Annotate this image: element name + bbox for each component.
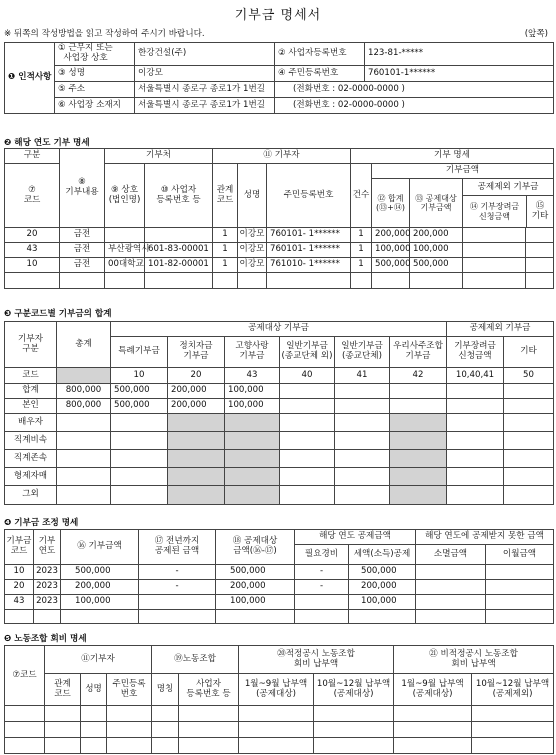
cell[interactable]: 200,000 (349, 580, 416, 595)
cell[interactable]: 100,000 (225, 384, 280, 399)
col-header: 기타 (504, 337, 554, 368)
cell[interactable] (179, 722, 239, 738)
cell[interactable]: 20 (5, 580, 34, 595)
code-value: 10 (111, 368, 168, 384)
h-content: ⑧ 기부내용 (60, 149, 105, 228)
cell[interactable] (335, 486, 390, 505)
cell[interactable] (152, 738, 179, 754)
cell[interactable] (45, 738, 81, 754)
cell[interactable] (81, 706, 107, 722)
personal-info-table (4, 42, 554, 114)
cell[interactable]: 100,000 (372, 243, 410, 258)
table-row (5, 486, 554, 505)
shaded-cell (225, 414, 280, 432)
h-target: ⑬ 공제대상 기부금액 (410, 179, 463, 228)
cell[interactable] (107, 722, 152, 738)
cell[interactable]: 101-82-00001 (145, 258, 213, 273)
cell[interactable] (81, 738, 107, 754)
h-rel: 관계 코드 (45, 674, 81, 706)
section2-heading: ❷ 해당 연도 기부 명세 (4, 138, 90, 148)
cell[interactable]: 500,000 (111, 384, 168, 399)
h-name: ⑨ 상호 (법인명) (105, 164, 145, 228)
cell[interactable] (5, 722, 45, 738)
cell[interactable] (486, 565, 554, 580)
cell[interactable] (5, 610, 34, 624)
address-value[interactable]: 서울특별시 종로구 종로1가 1번길 (135, 82, 275, 98)
cell[interactable] (280, 432, 335, 450)
cell[interactable] (280, 468, 335, 486)
col-header: 특례기부금 (111, 337, 168, 368)
col-header: 고향사랑 기부금 (225, 337, 280, 368)
cell[interactable]: 200,000 (168, 399, 225, 414)
h-name: 성명 (81, 674, 107, 706)
cell[interactable] (335, 450, 390, 468)
rrn-label: ④ 주민등록번호 (275, 66, 365, 82)
h-rrn: 주민등록 번호 (107, 674, 152, 706)
section4-heading: ❹ 기부금 조정 명세 (4, 518, 79, 528)
cell[interactable] (61, 610, 139, 624)
cell[interactable]: 500,000 (349, 565, 416, 580)
code-label: 코드 (5, 368, 57, 384)
h-uname: 명칭 (152, 674, 179, 706)
h-total: 총계 (57, 322, 111, 368)
cell[interactable] (463, 228, 526, 243)
cell[interactable] (394, 706, 472, 722)
cell[interactable] (280, 399, 335, 414)
workplace-value[interactable]: 한강건설(주) (135, 43, 275, 66)
h-donor: ⑪ 기부자 (213, 149, 351, 164)
h-excl: 공제제외 기부금 (463, 179, 553, 196)
h-target: ⑱ 공제대상 금액(⑯-⑰) (216, 530, 295, 565)
h-code: ⑦ 코드 (5, 164, 60, 228)
h-p1: 1월~9월 납부액 (공제대상) (239, 674, 314, 706)
cell[interactable] (239, 722, 314, 738)
h-count: 건수 (351, 164, 372, 228)
row-label: 그외 (5, 486, 57, 505)
cell[interactable] (57, 432, 111, 450)
adjustment-table (4, 529, 554, 624)
cell[interactable] (504, 432, 554, 450)
cell[interactable] (111, 450, 168, 468)
h-union: ⑲노동조합 (152, 646, 239, 674)
col-header: 정치자금 기부금 (168, 337, 225, 368)
cell[interactable] (280, 450, 335, 468)
shaded-cell (168, 468, 225, 486)
cell[interactable]: - (139, 580, 216, 595)
code-value: 42 (390, 368, 447, 384)
table-row (5, 384, 554, 399)
cell[interactable] (280, 384, 335, 399)
shaded-cell (225, 450, 280, 468)
biz-regno-label: ② 사업자등록번호 (275, 43, 365, 66)
biz-regno-value[interactable]: 123-81-***** (365, 43, 554, 66)
cell[interactable] (111, 468, 168, 486)
cell[interactable] (504, 468, 554, 486)
cell[interactable] (145, 273, 213, 289)
cell[interactable] (239, 706, 314, 722)
cell[interactable] (314, 722, 394, 738)
cell[interactable] (105, 228, 145, 243)
cell[interactable] (335, 468, 390, 486)
cell[interactable] (390, 384, 447, 399)
cell[interactable] (145, 228, 213, 243)
shaded-cell (390, 414, 447, 432)
cell[interactable]: 2023 (34, 595, 61, 610)
h-tax: 세액(소득)공제 (349, 545, 416, 565)
cell[interactable] (5, 706, 45, 722)
cell[interactable] (238, 273, 267, 289)
cell[interactable] (447, 450, 504, 468)
h-n2: 10월~12월 납부액 (공제제외) (472, 674, 554, 706)
cell[interactable] (105, 273, 145, 289)
cell[interactable] (34, 610, 61, 624)
cell[interactable] (504, 486, 554, 505)
cell[interactable] (45, 722, 81, 738)
row-label: 형제자매 (5, 468, 57, 486)
cell[interactable]: 100,000 (225, 399, 280, 414)
h-bizno: ⑩ 사업자 등록번호 등 (145, 164, 213, 228)
cell[interactable] (504, 384, 554, 399)
cell[interactable] (111, 432, 168, 450)
cell[interactable] (216, 610, 295, 624)
address-label: ⑤ 주소 (55, 82, 135, 98)
address-phone[interactable]: (전화번호 : 02-0000-0000 ) (275, 82, 554, 98)
cell[interactable] (295, 610, 349, 624)
shaded-cell (390, 468, 447, 486)
table-row (5, 228, 554, 243)
cell[interactable]: 500,000 (372, 258, 410, 273)
table-row (5, 565, 554, 580)
cell[interactable] (472, 722, 554, 738)
cell[interactable] (504, 399, 554, 414)
cell[interactable]: 이강모 (238, 243, 267, 258)
cell[interactable] (5, 273, 60, 289)
h-year: 기부 연도 (34, 530, 61, 565)
cell[interactable] (152, 706, 179, 722)
cell[interactable]: 1 (351, 243, 372, 258)
cell[interactable] (390, 399, 447, 414)
cell[interactable] (139, 610, 216, 624)
h-code: 기부금 코드 (5, 530, 34, 565)
cell[interactable] (295, 595, 349, 610)
shaded-cell (390, 486, 447, 505)
h-ubiz: 사업자 등록번호 등 (179, 674, 239, 706)
cell[interactable]: 100,000 (349, 595, 416, 610)
cell[interactable] (57, 468, 111, 486)
code-value: 50 (504, 368, 554, 384)
table-row (5, 273, 554, 289)
cell[interactable] (526, 228, 554, 243)
cell[interactable] (463, 243, 526, 258)
cell[interactable] (526, 258, 554, 273)
cell[interactable]: 800,000 (57, 384, 111, 399)
union-fee-table (4, 645, 554, 754)
biz-location-phone[interactable]: (전화번호 : 02-0000-0000 ) (275, 98, 554, 114)
cell[interactable] (447, 468, 504, 486)
code-value: 20 (168, 368, 225, 384)
cell[interactable] (335, 384, 390, 399)
cell[interactable] (111, 486, 168, 505)
cell[interactable] (107, 738, 152, 754)
h-rel: 관계 코드 (213, 164, 238, 228)
h-rrn: 주민등록번호 (267, 164, 351, 228)
cell[interactable]: 10 (5, 258, 60, 273)
section1-heading: ❶ 인적사항 (5, 43, 55, 114)
code-value: 40 (280, 368, 335, 384)
row-label: 직계존속 (5, 450, 57, 468)
section5-heading: ❺ 노동조합 회비 명세 (4, 634, 87, 644)
shaded-cell (168, 486, 225, 505)
cell[interactable] (267, 273, 351, 289)
h-npub: ㉑ 비적정공시 노동조합 회비 납부액 (394, 646, 554, 674)
cell[interactable]: 200,000 (216, 580, 295, 595)
table-row (5, 610, 554, 624)
cell[interactable]: 100,000 (61, 595, 139, 610)
h-donee: 기부처 (105, 149, 213, 164)
cell[interactable]: - (295, 565, 349, 580)
h-target: 공제대상 기부금 (111, 322, 447, 337)
cell[interactable]: 760101- 1****** (267, 228, 351, 243)
cell[interactable]: - (139, 565, 216, 580)
cell[interactable] (486, 595, 554, 610)
cell[interactable]: 1 (351, 258, 372, 273)
cell[interactable] (5, 738, 45, 754)
h-p2: 10월~12월 납부액 (공제대상) (314, 674, 394, 706)
table-row (5, 414, 554, 432)
h-amount: ⑯ 기부금액 (61, 530, 139, 565)
cell[interactable]: 2023 (34, 565, 61, 580)
cell[interactable] (416, 595, 486, 610)
cell[interactable]: 금전 (60, 243, 105, 258)
biz-location-label: ⑥ 사업장 소재지 (55, 98, 135, 114)
h-need: 필요경비 (295, 545, 349, 565)
cell[interactable] (416, 580, 486, 595)
table-row (5, 468, 554, 486)
cell[interactable] (57, 486, 111, 505)
row-label: 본인 (5, 399, 57, 414)
cell[interactable]: 이강모 (238, 228, 267, 243)
cell[interactable]: 761010- 1****** (267, 258, 351, 273)
cell[interactable]: 1 (213, 258, 238, 273)
h-prev: ⑰ 전년까지 공제된 금액 (139, 530, 216, 565)
h-gubun: 기부자 구분 (5, 322, 57, 368)
row-label: 배우자 (5, 414, 57, 432)
cell[interactable]: 200,000 (168, 384, 225, 399)
cell[interactable] (416, 565, 486, 580)
cell[interactable] (504, 414, 554, 432)
col-header: 우리사주조합 기부금 (390, 337, 447, 368)
cell[interactable] (179, 738, 239, 754)
cell[interactable] (239, 738, 314, 754)
h-code: ⑦코드 (5, 646, 45, 706)
cell[interactable]: 00대학교 (105, 258, 145, 273)
cell[interactable]: 부산광역시 (105, 243, 145, 258)
code-summary-table (4, 321, 554, 505)
cell[interactable]: 43 (5, 595, 34, 610)
cell[interactable] (314, 738, 394, 754)
cell[interactable]: 500,000 (111, 399, 168, 414)
row-label: 합계 (5, 384, 57, 399)
cell[interactable] (81, 722, 107, 738)
cell[interactable]: 금전 (60, 258, 105, 273)
name-label: ③ 성명 (55, 66, 135, 82)
section3-heading: ❸ 구분코드별 기부금의 합계 (4, 309, 112, 319)
shaded-cell (390, 432, 447, 450)
table-row (5, 580, 554, 595)
code-value: 43 (225, 368, 280, 384)
cell[interactable]: 760101- 1****** (267, 243, 351, 258)
cell[interactable] (45, 706, 81, 722)
cell[interactable] (394, 738, 472, 754)
cell[interactable]: 500,000 (216, 565, 295, 580)
col-header: 일반기부금 (종교단체 외) (280, 337, 335, 368)
table-row (5, 738, 554, 754)
workplace-label: ① 근무지 또는 사업장 상호 (55, 43, 135, 66)
h-carry: 이월금액 (486, 545, 554, 565)
h-detail: 기부 명세 (351, 149, 554, 164)
h-gubun: 구분 (5, 149, 60, 164)
table-row (5, 399, 554, 414)
cell[interactable] (472, 738, 554, 754)
cell[interactable]: - (295, 580, 349, 595)
shaded-cell (225, 432, 280, 450)
cell[interactable]: 500,000 (410, 258, 463, 273)
cell[interactable]: 601-83-00001 (145, 243, 213, 258)
cell[interactable] (349, 610, 416, 624)
table-row (5, 595, 554, 610)
rrn-value[interactable]: 760101-1****** (365, 66, 554, 82)
cell[interactable] (335, 414, 390, 432)
cell[interactable] (57, 414, 111, 432)
h-expire: 소멸금액 (416, 545, 486, 565)
shaded-cell (225, 486, 280, 505)
cell[interactable] (139, 595, 216, 610)
cell[interactable] (486, 580, 554, 595)
cell[interactable] (179, 706, 239, 722)
cell[interactable] (152, 722, 179, 738)
h-undeduct: 해당 연도에 공제받지 못한 금액 (416, 530, 554, 545)
h-excl: 공제제외 기부금 (447, 322, 554, 337)
cell[interactable] (447, 384, 504, 399)
row-label: 직계비속 (5, 432, 57, 450)
cell[interactable] (394, 722, 472, 738)
cell[interactable]: 2023 (34, 580, 61, 595)
cell[interactable]: 이강모 (238, 258, 267, 273)
h-donor: ⑪기부자 (45, 646, 152, 674)
cell[interactable] (335, 432, 390, 450)
cell[interactable] (60, 273, 105, 289)
code-value: 41 (335, 368, 390, 384)
shaded-cell (225, 468, 280, 486)
cell[interactable]: 1 (351, 228, 372, 243)
cell[interactable] (314, 706, 394, 722)
donation-detail-table (4, 148, 554, 289)
name-value[interactable]: 이강모 (135, 66, 275, 82)
shaded-cell (57, 368, 111, 384)
cell[interactable] (351, 273, 372, 289)
cell[interactable] (472, 706, 554, 722)
cell[interactable]: 금전 (60, 228, 105, 243)
cell[interactable] (447, 432, 504, 450)
cell[interactable]: 10 (5, 565, 34, 580)
table-row (5, 258, 554, 273)
cell[interactable] (335, 399, 390, 414)
h-dname: 성명 (238, 164, 267, 228)
cell[interactable]: 200,000 (410, 228, 463, 243)
cell[interactable] (280, 414, 335, 432)
cell[interactable] (463, 258, 526, 273)
cell[interactable]: 43 (5, 243, 60, 258)
cell[interactable] (111, 414, 168, 432)
cell[interactable]: 200,000 (61, 580, 139, 595)
cell[interactable] (372, 273, 410, 289)
page-title: 기부금 명세서 (234, 8, 322, 23)
shaded-cell (168, 414, 225, 432)
table-row (5, 722, 554, 738)
cell[interactable]: 200,000 (372, 228, 410, 243)
cell[interactable]: 1 (213, 243, 238, 258)
cell[interactable]: 100,000 (410, 243, 463, 258)
table-row (5, 450, 554, 468)
h-excl14: ⑭ 기부장려금 신청금액 (463, 196, 527, 227)
cell[interactable] (57, 450, 111, 468)
h-total: ⑫ 합계 (⑬+⑭) (372, 179, 410, 228)
cell[interactable] (526, 243, 554, 258)
code-value: 10,40,41 (447, 368, 504, 384)
cell[interactable] (447, 486, 504, 505)
cell[interactable]: 100,000 (216, 595, 295, 610)
h-amount: 기부금액 (372, 164, 554, 179)
col-header: 기부장려금 신청금액 (447, 337, 504, 368)
h-n1: 1월~9월 납부액 (공제대상) (394, 674, 472, 706)
shaded-cell (168, 450, 225, 468)
cell[interactable]: 1 (213, 228, 238, 243)
instruction-note: ※ 뒤쪽의 작성방법을 읽고 작성하여 주시기 바랍니다. (4, 29, 205, 39)
cell[interactable] (280, 486, 335, 505)
cell[interactable] (486, 610, 554, 624)
shaded-cell (168, 432, 225, 450)
table-row (5, 706, 554, 722)
cell[interactable]: 20 (5, 228, 60, 243)
table-row (5, 243, 554, 258)
cell[interactable] (526, 273, 554, 289)
col-header: 일반기부금 (종교단체) (335, 337, 390, 368)
cell[interactable] (107, 706, 152, 722)
shaded-cell (390, 450, 447, 468)
cell[interactable] (213, 273, 238, 289)
cell[interactable]: 500,000 (61, 565, 139, 580)
h-ded: 해당 연도 공제금액 (295, 530, 416, 545)
cell[interactable] (463, 273, 526, 289)
table-row (5, 432, 554, 450)
h-pub: ⑳적정공시 노동조합 회비 납부액 (239, 646, 394, 674)
cell[interactable] (504, 450, 554, 468)
cell[interactable] (447, 414, 504, 432)
cell[interactable] (416, 610, 486, 624)
cell[interactable]: 800,000 (57, 399, 111, 414)
cell[interactable] (447, 399, 504, 414)
page-side-label: (앞쪽) (524, 29, 548, 39)
biz-location-value[interactable]: 서울특별시 종로구 종로1가 1번길 (135, 98, 275, 114)
cell[interactable] (410, 273, 463, 289)
h-excl15: ⑮ 기타 (531, 200, 549, 221)
